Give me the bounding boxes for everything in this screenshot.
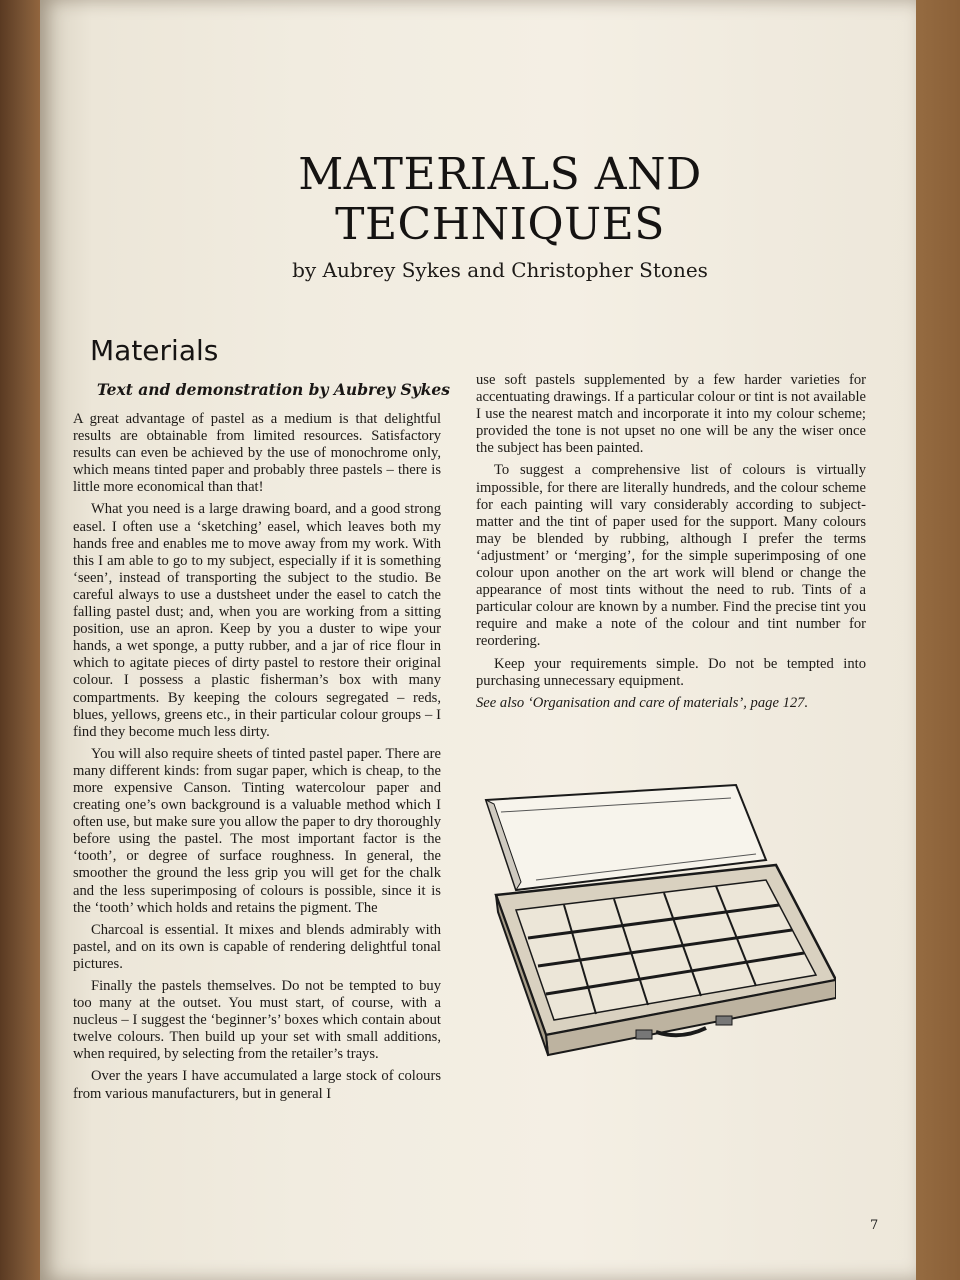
paragraph: Finally the pastels themselves. Do not be tempted to buy too many at the outset. You must start, of course, with a nucleus – I suggest the ‘beginner’s’ boxes which contain about twelve colours. Then build up your set with small additions, when required, by selecting from the retailer’s trays. xyxy=(73,978,441,1063)
paragraph: Charcoal is essential. It mixes and blends admirably with pastel, and on its own is capable of rendering delightful tonal pictures. xyxy=(73,921,441,972)
title-line-2: TECHNIQUES xyxy=(335,199,665,250)
right-column xyxy=(476,372,866,717)
left-column xyxy=(73,411,441,1108)
page-title xyxy=(200,150,800,250)
paragraph: A great advantage of pastel as a medium is that delightful results are obtainable from limited resources. Satisfactory results can even be achieved by the use of monochrome only, which means tinted paper and probably three pastels – there is little more economical than that! xyxy=(73,411,441,496)
paragraph: To suggest a comprehensive list of colours is virtually impossible, for there are literally hundreds, and the colour scheme for each painting will vary considerably according to subject-matter and the tint of paper used for the support. Many colours may be blended by rubbing, although I prefer the terms ‘adjustment’ or ‘merging’, for the simple superimposing of one colour upon another on the art work will blend or change the appearance of most tints without the need to rub. Tints of a particular colour are known by a number. Find the precise tint you require and make a note of the colour and tint number for reordering. xyxy=(476,462,866,650)
paragraph: You will also require sheets of tinted pastel paper. There are many different kinds: from sugar paper, which is cheap, to the more expensive Canson. Tinting watercolour paper and creating one’s own background is a valuable method which I often use, but make sure you allow the paper to dry thoroughly before using the pastel. The most important factor is the ‘tooth’, or degree of surface roughness. In general, the smoother the ground the less grip you will get for the chalk and the less superimposing of colours is possible, since it is the ‘tooth’ which holds and retains the pigment. The xyxy=(73,745,441,916)
paragraph: Keep your requirements simple. Do not be tempted into purchasing unnecessary equipment. xyxy=(476,655,866,689)
page-number: 7 xyxy=(870,1218,879,1233)
paragraph: What you need is a large drawing board, and a good strong easel. I often use a ‘sketching’ easel, which leaves both my hands free and enables me to move away from my work. With this I am able to go to my subject, especially if it is something ‘seen’, instead of transporting the subject to the studio. Be careful always to use a dustsheet under the easel to catch the falling pastel dust; and, when you are working from a sitting position, use an apron. Keep by you a duster to wipe your hands, a wet sponge, a putty rubber, and a jar of rice flour in which to agitate pieces of dirty pastel to restore their original colour. I possess a plastic fisherman’s box with many compartments. By keeping the colours segregated – reds, blues, yellows, greens etc., in their particular colour groups – I find they become much less dirty. xyxy=(73,501,441,740)
see-also-note: See also ‘Organisation and care of materials’, page 127. xyxy=(476,694,809,711)
section-heading: Materials xyxy=(90,334,219,367)
paragraph: use soft pastels supplemented by a few harder varieties for accentuating drawings. If a particular colour or tint is not available I use the nearest match and incorporate it into my colour scheme; provided the tone is not upset no one will be any the wiser once the subject has been painted. xyxy=(476,372,866,457)
byline: by Aubrey Sykes and Christopher Stones xyxy=(292,258,708,282)
book-page xyxy=(40,0,916,1280)
subheading: Text and demonstration by Aubrey Sykes xyxy=(96,380,450,399)
paragraph: Over the years I have accumulated a large stock of colours from various manufacturers, but in general I xyxy=(73,1068,441,1102)
pastel-box-illustration xyxy=(476,770,836,1080)
title-line-1: MATERIALS AND xyxy=(298,149,702,200)
